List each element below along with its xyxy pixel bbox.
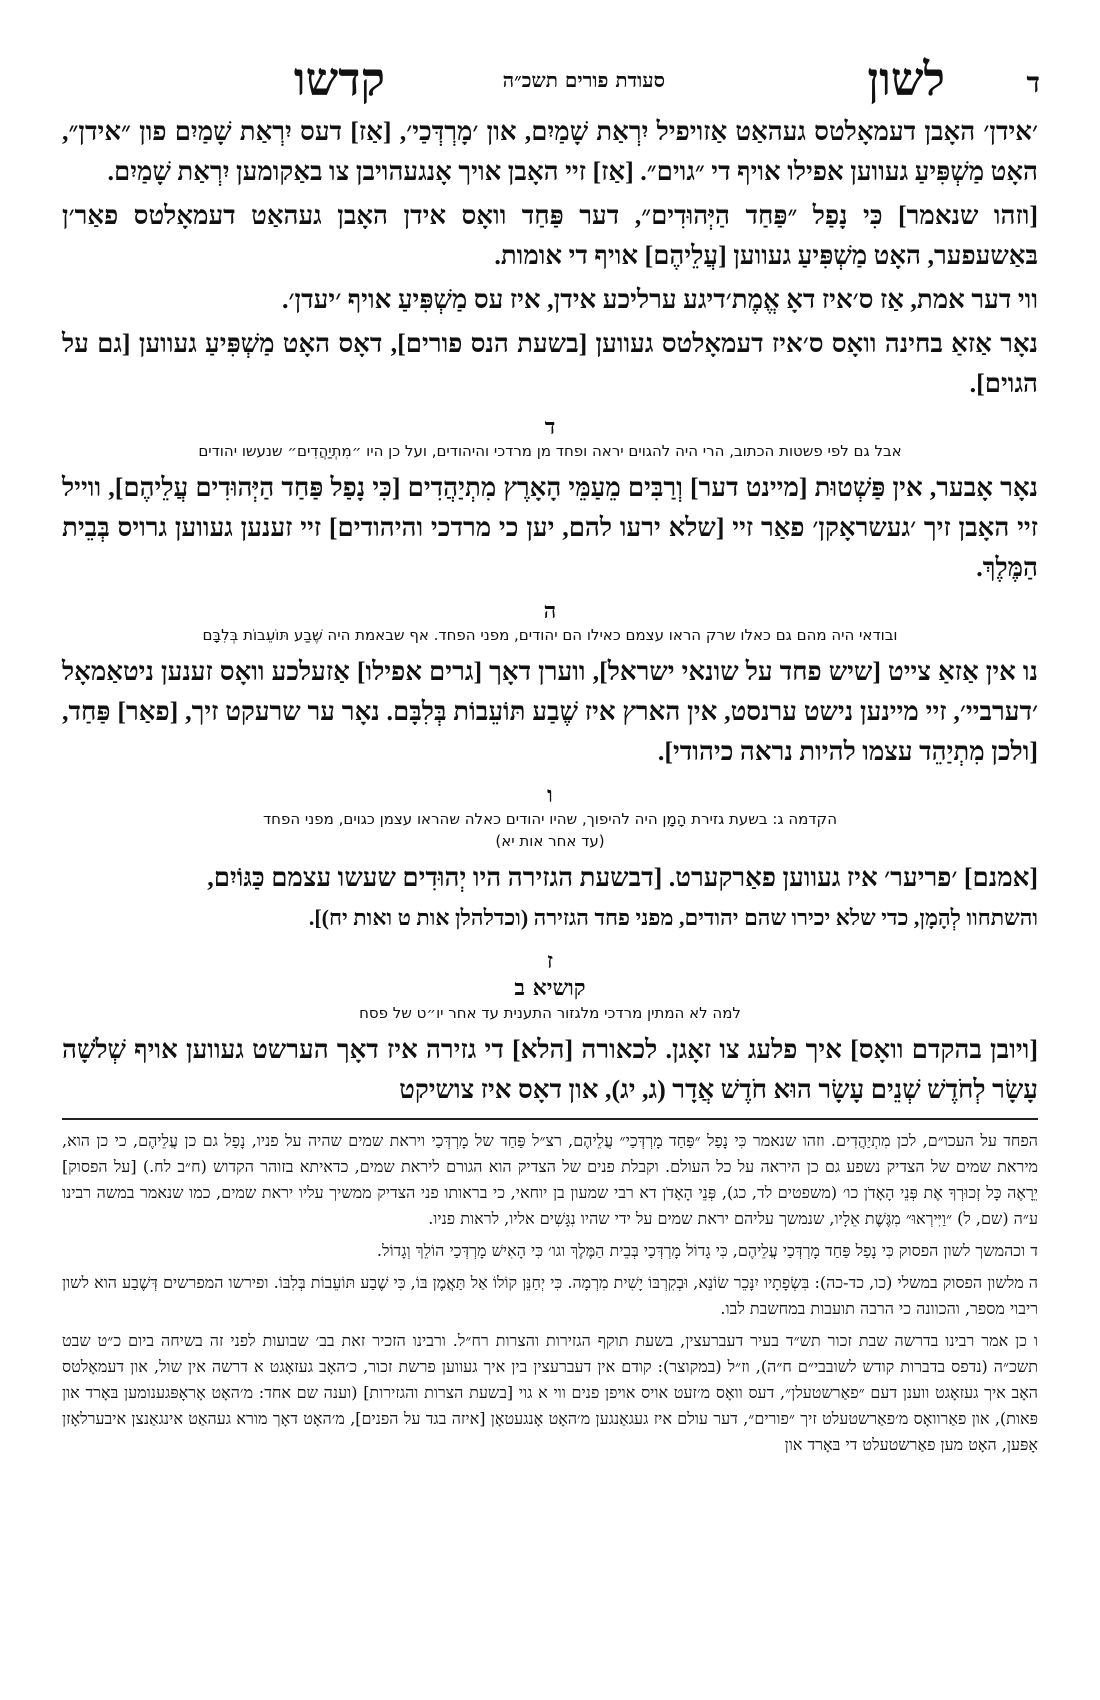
footnote-heh: ה מלשון הפסוק במשלי (כו, כד-כה): בִּשְׂפָתָיו יִנָּכֵר שׂוֹנֵא, וּבְקִרְבּוֹ יָשִׁית מִרְמָה. כִּי יְחַנֵּן קוֹלוֹ אַל תַּאֲמֶן בּוֹ, כִּי שֶׁבַע תּוֹעֵבוֹת בְּלִבּוֹ. ופירשו המפרשים דְּשֶׁבַע הוא לשון ריבוי מספר, והכוונה כי הרבה תועבות במחשבת לבו. bbox=[62, 1273, 1039, 1318]
main-text bbox=[62, 112, 1038, 1114]
footnote-divider bbox=[62, 1118, 1038, 1120]
page-letter: ד bbox=[1026, 66, 1040, 99]
paragraph-6: נו אין אַזאַ צייט [שיש פחד על שונאי ישראל], ווערן דאָך [גרים אפילו] אַזעלכע וואָס זענען ניטאַמאָל ׳דערביי׳, זיי מיינען נישט ערנסט, אין הארץ איז שֶׁבַע תּוֹעֵבוֹת בְּלִבָּם. נאָר ער שרעקט זיך, [פאַר] פַּחַד, [ולכן מִתְיַהֵד עצמו להיות נראה כיהודי]. bbox=[62, 657, 1038, 766]
running-header bbox=[0, 48, 1100, 108]
paragraph-7b: והשתחוו לְהָמָן, כדי שלא יכירו שהם יהודים, מפני פחד הגזירה (וכדלהלן אות ט ואות יח)]. bbox=[308, 905, 1038, 930]
header-title-right: לשון bbox=[867, 52, 945, 106]
section-vav-summary: הקדמה ג: בשעת גזירת הָמָן היה להיפוך, שהיו יהודים כאלה שהראו עצמן כגוים, מפני הפחד bbox=[262, 810, 837, 828]
footnotes bbox=[62, 1128, 1038, 1464]
paragraph-5: נאָר אָבער, אין פַּשְׁטוּת [מיינט דער] וְרַבִּים מֵעַמֵּי הָאָרֶץ מִתְיַהֲדִים [כִּי נָפַל פַּחַד הַיְּהוּדִים עֲלֵיהֶם], ווייל זיי האָבן זיך ׳געשראָקן׳ פאַר זיי [שלא ירעו להם, יען כי מרדכי והיהודים] זיי זענען געווען גרויס בְּבֵית הַמֶּלֶךְ. bbox=[62, 473, 1038, 582]
paragraph-3: ווי דער אמת, אַז ס׳איז דאָ אֱמֶת׳דיגע ערליכע אידן, איז עס מַשְׁפִּיעַ אויף ׳יעדן׳. bbox=[282, 285, 1038, 314]
kushya-heading: קושיא ב bbox=[514, 975, 586, 1001]
paragraph-7: [אמנם] ׳פריער׳ איז געווען פאַרקערט. [דבשעת הגזירה היו יְהוּדִים שעשו עצמם כַּגּוֹיִם, bbox=[207, 863, 1038, 892]
header-center-title: סעודת פורים תשכ״ה bbox=[502, 68, 665, 92]
paragraph-2: [וזהו שנאמר] כִּי נָפַל ״פַּחַד הַיְּהוּדִים״, דער פַּחַד וואָס אידן האָבן געהאַט דעמאָלטס פאַר׳ן בּאַשעפער, האָט מַשְׁפִּיעַ געווען [עֲלֵיהֶם] אויף די אומות. bbox=[62, 201, 1038, 270]
section-vav-summary-ref: (עד אחר אות יא) bbox=[495, 832, 605, 850]
paragraph-8: [ויובן בהקדם וואָס] איך פלעג צו זאָגן. לכאורה [הלא] די גזירה איז דאָך הערשט געווען אויף שְׁלֹשָׁה עָשָׂר לְחֹדֶשׁ שְׁנֵים עָשָׂר הוּא חֹדֶשׁ אֲדָר (ג, יג), און דאָס איז צושיקט bbox=[62, 1035, 1038, 1104]
header-title-left: קדשו bbox=[293, 52, 385, 106]
section-letter-dalet: ד bbox=[544, 414, 556, 440]
section-dalet-summary: אבל גם לפי פשטות הכתוב, הרי היה להגוים יראה ופחד מן מרדכי והיהודים, ועל כן היו ״מִתְיַהֲדִים״ שנעשו יהודים bbox=[198, 442, 902, 460]
section-letter-zayin: ז bbox=[546, 948, 554, 974]
footnote-continued: הפחד על העכו״ם, לכן מִתְיַהֲדִים. וזהו שנאמר כִּי נָפַל ״פַּחַד מָרְדְּכַי״ עֲלֵיהֶם, רצ״ל פַּחַד של מָרְדְּכַי ויראת שמים שהיה על פניו, נָפַל גם כן עֲלֵיהֶם, כי כן הוא, מיראת שמים של הצדיק נשפע גם כן היראה על כל העולם. וקבלת פנים של הצדיק הוא הגורם ליראת שמים, כדאיתא בזוהר הקדוש (ח״ב לח.) [על הפסוק] יֵרָאֶה כָּל זְכוּרְךָ אֶת פְּנֵי הָאָדֹן כו׳ (משפטים לד, כג), פְּנֵי הָאָדֹן דא רבי שמעון בן יוחאי, כי בראותו פני הצדיק ממשיך עליו יראת שמים, כמו שנאמר במשה רבינו ע״ה (שם, ל) ״וַיִּירְאוּ״ מִגֶּשֶׁת אֵלָיו, שנמשך עליהם יראת שמים על ידי שהיו נִגָּשִׁים אליו, לראות פניו. bbox=[62, 1131, 1038, 1228]
section-letter-vav: ו bbox=[547, 782, 553, 808]
section-heh-summary: ובודאי היה מהם גם כאלו שרק הראו עצמם כאילו הם יהודים, מפני הפחד. אף שבאמת היה שֶׁבַע תּוֹעֵבוֹת בְּלִבָּם bbox=[202, 626, 898, 644]
footnote-dalet: ד וכהמשך לשון הפסוק כִּי נָפַל פַּחַד מָרְדְּכַי עֲלֵיהֶם, כִּי גָדוֹל מָרְדְּכַי בְּבֵית הַמֶּלֶךְ וגו׳ כִּי הָאִישׁ מָרְדְּכַי הוֹלֵךְ וְגָדוֹל. bbox=[376, 1241, 1038, 1260]
paragraph-4: נאָר אַזאַ בחינה וואָס ס׳איז דעמאָלטס געווען [בשעת הנס פורים], דאָס האָט מַשְׁפִּיעַ געווען [גם על הגוים]. bbox=[62, 329, 1038, 398]
section-letter-heh: ה bbox=[543, 598, 557, 624]
footnote-vav: ו כן אמר רבינו בדרשה שבת זכור תש״ד בעיר דעברעצין, בשעת תוקף הגזירות והצרות רח״ל. ורבינו הזכיר זאת בב׳ שבועות לפני זה בשיחה ביום כ״ט שבט תשכ״ה (נדפס בדברות קודש לשובבי״ם ח״ה), וז״ל (במקוצר): קודם אין דעברעצין בין איך געווען פרשת זכור, כ׳האָב געזאָגט א דרשה אין שול, און דעמאָלטס האָב איך געזאָגט ווענן דעם ״פאַרשטעלן״, דעס וואָס מ׳זעט אויס אויפן פנים ווי א גוי [בשעת הצרות והגזירות] (וענה שם אחד: מ׳האָט אָראָפּגענומען בּאָרד און פּאות), און פאַרוואָס מ׳פאַרשטעלט זיך ״פורים״, דער עולם איז געגאַנגען מ׳האָט אָנגעטאָן [איזה בגד על הפנים], מ׳האָט דאָך מורא געהאַט אינגאַנצן איבערלאָזן אָפּען, האָט מען פאַרשטעלט די בּאָרד און bbox=[62, 1331, 1038, 1454]
paragraph-1: ׳אידן׳ האָבן דעמאָלטס געהאַט אַזויפיל יִרְאַת שָׁמַיִם, און ׳מָרְדְּכַי׳, [אַז] דעס יִרְאַת שָׁמַיִם פון ״אידן״, האָט מַשְׁפִּיעַ געווען אפילו אויף די ״גוים״. [אַז] זיי האָבן אויך אָנגעהויבן צו באַקומען יִרְאַת שָׁמַיִם. bbox=[62, 117, 1038, 186]
kushya-summary: למה לא המתין מרדכי מלגזור התענית עד אחר יו״ט של פסח bbox=[359, 1004, 741, 1022]
